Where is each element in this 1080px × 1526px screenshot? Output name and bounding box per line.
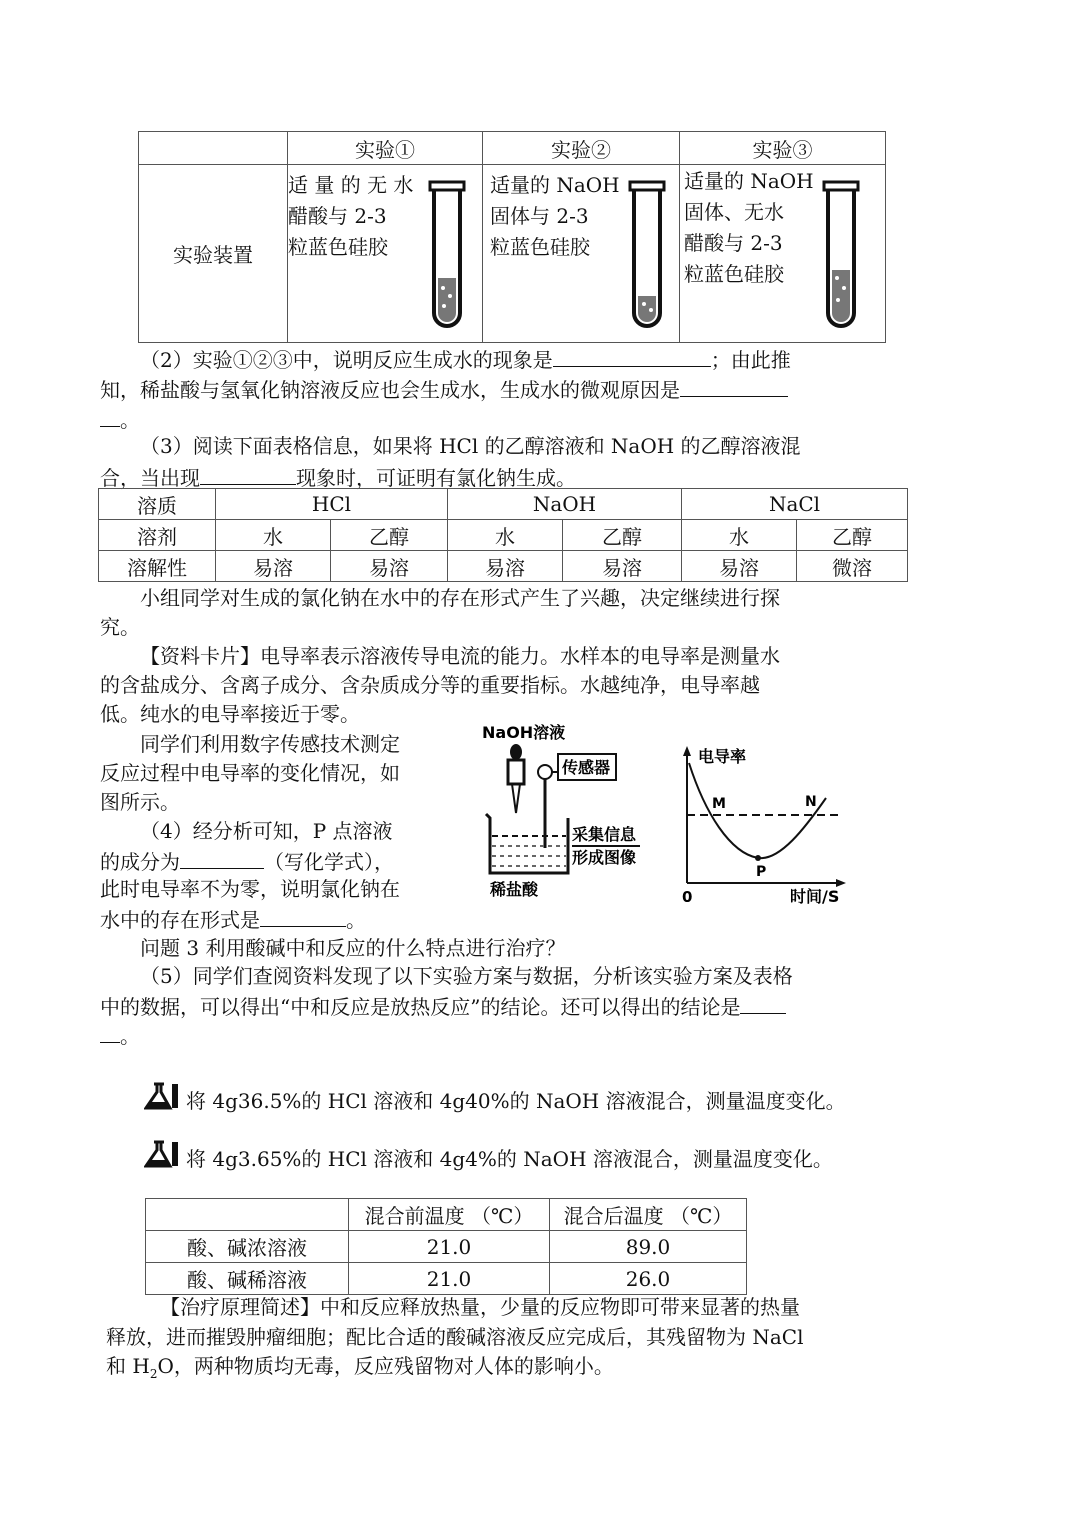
treatment-line3 [106,1352,614,1389]
q2-line2 [100,374,788,405]
subscript: 2 [149,1367,158,1381]
q3-text: 合，当出现 [100,466,200,490]
table-cell: 乙醇 [563,520,682,551]
q3-text: 现象时，可证明有氯化钠生成。 [296,466,576,490]
origin-label: 0 [682,888,693,906]
y-axis-label: 电导率 [698,747,747,766]
exp3-line: 粒蓝色硅胶 [684,262,784,286]
collect-label-2: 形成图像 [572,848,637,867]
table-header-cell: 实验① [288,132,483,165]
q2-text: 。 [120,408,140,432]
point-m-label: M [712,796,726,812]
exp3-description [684,166,814,290]
table-cell: 89.0 [550,1231,747,1263]
answer-blank[interactable] [260,904,346,927]
table-cell: 水 [216,520,331,551]
q5-line3 [100,1020,140,1051]
answer-blank[interactable] [740,991,786,1014]
answer-blank[interactable] [553,344,711,367]
exp3-line: 固体、无水 [684,200,784,224]
q4-text: 。 [346,908,366,932]
q2-line1 [140,344,791,375]
test-tube-icon [622,178,672,334]
q5-text: 中的数据，可以得出“中和反应是放热反应”的结论。还可以得出的结论是 [100,995,741,1019]
sensor-text-line2: 反应过程中电导率的变化情况，如 [100,761,400,785]
acid-label: 稀盐酸 [490,880,539,899]
q2-text: ；由此推 [710,348,791,372]
treatment-line2: 释放，进而摧毁肿瘤细胞；配比合适的酸碱溶液反应完成后，其残留物为 NaCl [106,1325,804,1349]
table-cell: 酸、碱浓溶液 [146,1231,349,1263]
table-cell: 乙醇 [331,520,448,551]
table-cell: 水 [682,520,797,551]
sensor-text-line3: 图所示。 [100,790,180,814]
exp1-line: 醋酸与 2-3 [288,204,387,228]
table-cell: 溶剂 [99,520,216,551]
flask-icon [144,1138,182,1170]
q4-line3: 此时电导率不为零，说明氯化钠在 [100,877,400,901]
exp3-line: 适量的 NaOH [684,169,814,193]
exp2-line: 粒蓝色硅胶 [490,235,590,259]
table-cell: NaOH [448,489,682,520]
answer-blank[interactable] [200,462,296,485]
table-cell: 26.0 [550,1263,747,1295]
table-header-cell: 实验② [483,132,680,165]
exp2-line: 固体与 2-3 [490,204,589,228]
table-cell: 易溶 [331,551,448,582]
table-cell: 21.0 [349,1263,550,1295]
flask-icon [144,1080,182,1112]
answer-blank[interactable] [100,1020,120,1043]
table-cell: 溶解性 [99,551,216,582]
exp1-line: 粒蓝色硅胶 [288,235,388,259]
table-cell: 溶质 [99,489,216,520]
exp1-description [288,170,413,263]
table-cell: 易溶 [563,551,682,582]
answer-blank[interactable] [180,846,264,869]
naoh-label: NaOH溶液 [482,723,566,742]
q2-line3 [100,404,140,435]
exp2-description [490,170,620,263]
table-cell: 酸、碱稀溶液 [146,1263,349,1295]
q4-line2 [100,846,394,877]
card-line2: 的含盐成分、含离子成分、含杂质成分等的重要指标。水越纯净，电导率越 [100,673,760,697]
x-axis-label: 时间/S [790,887,840,906]
collect-label-1: 采集信息 [572,825,637,844]
table-cell: 21.0 [349,1231,550,1263]
table-cell: 微溶 [797,551,908,582]
q3-line1: （3）阅读下面表格信息，如果将 HCl 的乙醇溶液和 NaOH 的乙醇溶液混 [140,434,801,458]
beaker-icon [486,814,568,873]
card-line1: 【资料卡片】电导率表示溶液传导电流的能力。水样本的电导率是测量水 [140,644,780,668]
treatment-line1: 【治疗原理简述】中和反应释放热量，少量的反应物即可带来显著的热量 [160,1295,800,1319]
row-label: 实验装置 [139,165,288,343]
q4-line4 [100,904,366,935]
sensor-text-line1: 同学们利用数字传感技术测定 [140,732,400,756]
table-cell: HCl [216,489,448,520]
q4-line1: （4）经分析可知，P 点溶液 [140,819,393,843]
table-header-cell: 实验③ [680,132,886,165]
answer-blank[interactable] [100,404,120,427]
point-n-label: N [805,794,817,810]
table-cell: 易溶 [682,551,797,582]
table-header-cell [139,132,288,165]
table-cell: 易溶 [216,551,331,582]
conductivity-diagram [460,718,870,918]
card-line3: 低。纯水的电导率接近于零。 [100,702,360,726]
q4-text: （写化学式）， [264,850,394,874]
temperature-table [145,1198,747,1295]
test-tube-icon [422,178,472,334]
q2-text: （2）实验①②③中，说明反应生成水的现象是 [140,348,553,372]
intro-line2: 究。 [100,615,140,639]
table-cell: 水 [448,520,563,551]
q5-line2 [100,991,786,1022]
q2-text: 知，稀盐酸与氢氧化钠溶液反应也会生成水，生成水的微观原因是 [100,378,680,402]
experiment-b: 将 4g3.65%的 HCl 溶液和 4g4%的 NaOH 溶液混合，测量温度变化。 [186,1147,833,1171]
treatment-text: 和 H [106,1354,150,1378]
table-header-cell [146,1199,349,1231]
point-p-label: P [756,864,767,880]
test-tube-icon [816,178,866,334]
table-cell: 易溶 [448,551,563,582]
table-header-cell: 混合后温度 （℃） [550,1199,747,1231]
intro-line1: 小组同学对生成的氯化钠在水中的存在形式产生了兴趣，决定继续进行探 [140,586,780,610]
exp2-line: 适量的 NaOH [490,173,620,197]
q4-text: 水中的存在形式是 [100,908,260,932]
problem3: 问题 3 利用酸碱中和反应的什么特点进行治疗？ [140,936,566,960]
treatment-text: O，两种物质均无毒，反应残留物对人体的影响小。 [157,1354,614,1378]
q5-line1: （5）同学们查阅资料发现了以下实验方案与数据，分析该实验方案及表格 [140,964,793,988]
q5-text: 。 [120,1024,140,1048]
sensor-label: 传感器 [562,758,611,777]
table-cell: 乙醇 [797,520,908,551]
q4-text: 的成分为 [100,850,180,874]
exp3-line: 醋酸与 2-3 [684,231,783,255]
solubility-table [98,488,908,582]
dropper-icon [508,744,524,813]
exp1-line: 适 量 的 无 水 [288,173,414,197]
table-header-cell: 混合前温度 （℃） [349,1199,550,1231]
table-cell: NaCl [682,489,908,520]
experiment-a: 将 4g36.5%的 HCl 溶液和 4g40%的 NaOH 溶液混合，测量温度变化。 [186,1089,846,1113]
answer-blank[interactable] [680,374,788,397]
